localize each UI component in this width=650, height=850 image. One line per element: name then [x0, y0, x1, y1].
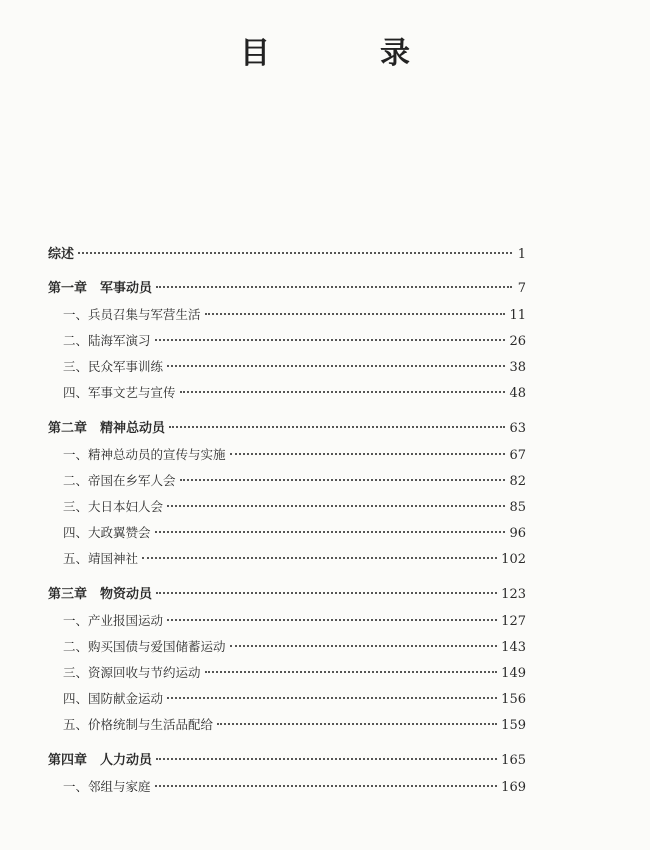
toc-section-entry[interactable]: [48, 636, 526, 658]
page-number: 82: [509, 474, 526, 489]
chapter-title: 第二章 精神总动员: [48, 421, 166, 436]
dot-leader: [78, 252, 512, 254]
toc-group-chapter-3: [48, 584, 526, 736]
page-number: 102: [501, 552, 526, 567]
section-title: 一、精神总动员的宣传与实施: [63, 447, 226, 462]
toc-chapter-entry[interactable]: [48, 418, 526, 440]
toc-group-chapter-2: [48, 418, 526, 570]
page-number: 38: [509, 360, 526, 375]
dot-leader: [156, 592, 497, 594]
dot-leader: [167, 697, 497, 699]
toc-section-entry[interactable]: [48, 662, 526, 684]
dot-leader: [167, 365, 505, 367]
dot-leader: [217, 723, 497, 725]
toc-section-entry[interactable]: [48, 522, 526, 544]
dot-leader: [155, 339, 506, 341]
page-title: 目 录: [240, 36, 450, 71]
toc-chapter-entry[interactable]: [48, 750, 526, 772]
toc-section-entry[interactable]: [48, 496, 526, 518]
dot-leader: [142, 557, 497, 559]
page-number: 67: [509, 448, 526, 463]
page-number: 26: [509, 334, 526, 349]
toc-section-entry[interactable]: [48, 688, 526, 710]
page-number: 156: [501, 692, 526, 707]
toc-group-chapter-1: [48, 278, 526, 404]
dot-leader: [155, 531, 506, 533]
page-number: 63: [509, 421, 526, 436]
toc-section-entry[interactable]: [48, 776, 526, 798]
section-title: 二、帝国在乡军人会: [63, 473, 176, 488]
chapter-title: 第四章 人力动员: [48, 753, 153, 768]
toc-chapter-entry[interactable]: [48, 278, 526, 300]
page-number: 169: [501, 780, 526, 795]
chapter-title: 综述: [48, 247, 75, 262]
section-title: 二、陆海军演习: [63, 333, 151, 348]
toc-group-overview: [48, 244, 526, 266]
toc-section-entry[interactable]: [48, 382, 526, 404]
section-title: 三、资源回收与节约运动: [63, 665, 201, 680]
section-title: 四、大政翼赞会: [63, 525, 151, 540]
section-title: 一、产业报国运动: [63, 613, 164, 628]
dot-leader: [156, 286, 512, 288]
section-title: 一、兵员召集与军营生活: [63, 307, 201, 322]
dot-leader: [156, 758, 497, 760]
dot-leader: [180, 391, 506, 393]
page-number: 1: [517, 247, 526, 262]
toc-chapter-entry[interactable]: [48, 584, 526, 606]
toc-chapter-entry[interactable]: [48, 244, 526, 266]
page-number: 85: [509, 500, 526, 515]
toc-group-chapter-4: [48, 750, 526, 798]
section-title: 五、靖国神社: [63, 551, 139, 566]
dot-leader: [169, 426, 505, 428]
section-title: 五、价格统制与生活品配给: [63, 717, 214, 732]
page-number: 48: [509, 386, 526, 401]
dot-leader: [155, 785, 498, 787]
toc-section-entry[interactable]: [48, 470, 526, 492]
dot-leader: [205, 313, 506, 315]
section-title: 二、购买国债与爱国储蓄运动: [63, 639, 226, 654]
section-title: 三、民众军事训练: [63, 359, 164, 374]
page-number: 149: [501, 666, 526, 681]
section-title: 四、军事文艺与宣传: [63, 385, 176, 400]
page-number: 127: [501, 614, 526, 629]
dot-leader: [167, 505, 505, 507]
page-number: 96: [509, 526, 526, 541]
page-number: 143: [501, 640, 526, 655]
chapter-title: 第一章 军事动员: [48, 281, 153, 296]
toc-section-entry[interactable]: [48, 444, 526, 466]
page-number: 123: [501, 587, 526, 602]
toc-section-entry[interactable]: [48, 548, 526, 570]
dot-leader: [180, 479, 506, 481]
toc-section-entry[interactable]: [48, 304, 526, 326]
dot-leader: [205, 671, 498, 673]
page-number: 7: [517, 281, 526, 296]
section-title: 四、国防献金运动: [63, 691, 164, 706]
dot-leader: [167, 619, 497, 621]
section-title: 三、大日本妇人会: [63, 499, 164, 514]
chapter-title: 第三章 物资动员: [48, 587, 153, 602]
section-title: 一、邻组与家庭: [63, 779, 151, 794]
toc-section-entry[interactable]: [48, 610, 526, 632]
table-of-contents: [48, 244, 526, 812]
page-number: 11: [509, 308, 526, 323]
toc-section-entry[interactable]: [48, 356, 526, 378]
page-number: 159: [501, 718, 526, 733]
toc-section-entry[interactable]: [48, 330, 526, 352]
page-number: 165: [501, 753, 526, 768]
dot-leader: [230, 645, 498, 647]
dot-leader: [230, 453, 506, 455]
toc-section-entry[interactable]: [48, 714, 526, 736]
